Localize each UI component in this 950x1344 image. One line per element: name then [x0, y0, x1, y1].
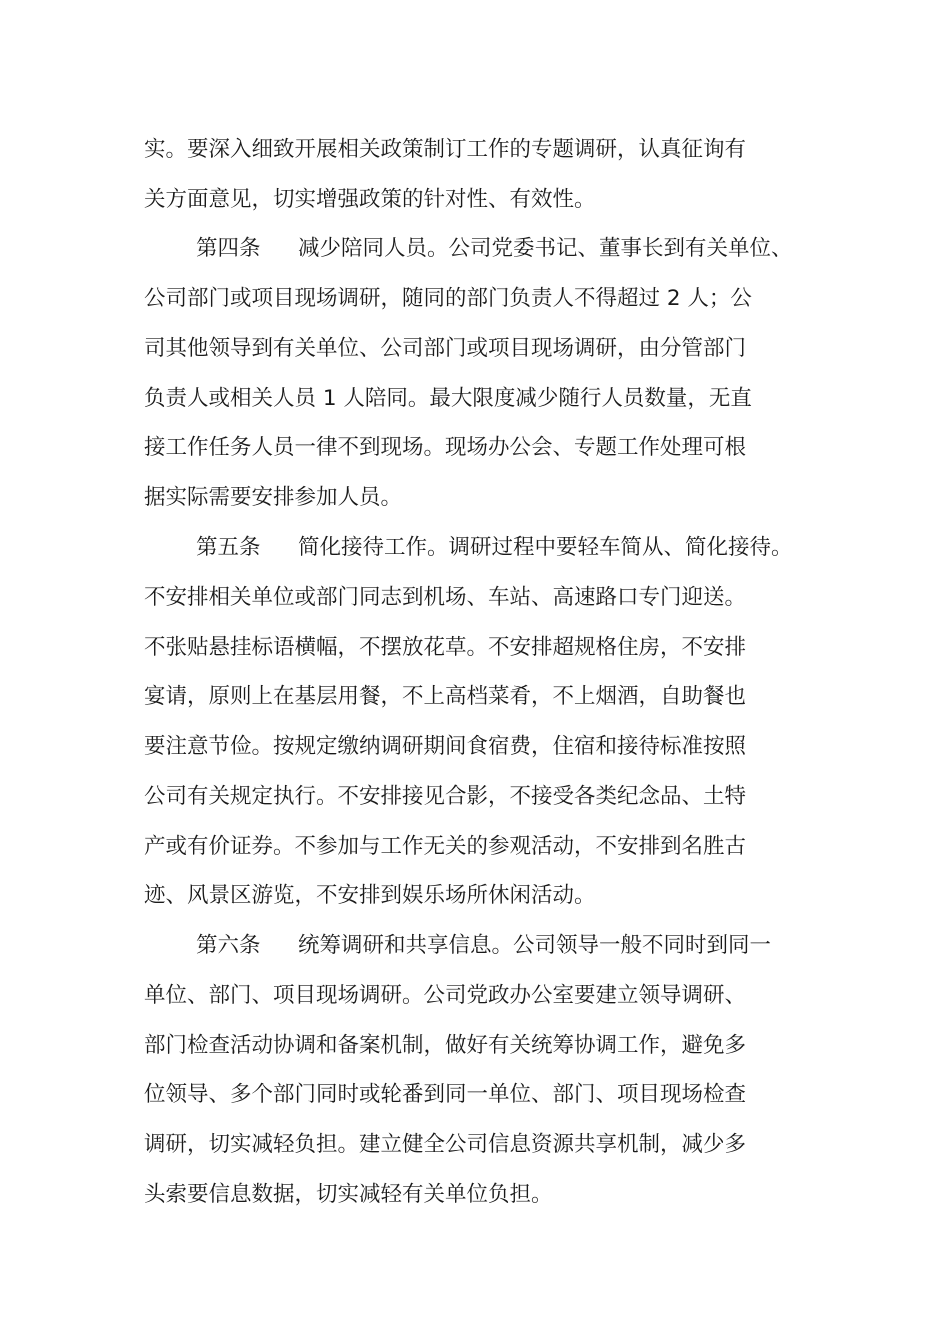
paragraph-line: 调研，切实减轻负担。建立健全公司信息资源共享机制，减少多 — [144, 1132, 747, 1157]
paragraph-line: 实。要深入细致开展相关政策制订工作的专题调研，认真征询有 — [144, 137, 747, 162]
article-4-label: 第四条 — [196, 236, 261, 261]
paragraph-line: 宴请，原则上在基层用餐，不上高档菜肴，不上烟酒，自助餐也 — [144, 684, 747, 709]
article-5-first-line: 简化接待工作。调研过程中要轻车简从、简化接待。 — [298, 535, 793, 560]
paragraph-line: 公司部门或项目现场调研，随同的部门负责人不得超过 2 人；公 — [144, 286, 752, 311]
article-6-first-line: 统筹调研和共享信息。公司领导一般不同时到同一 — [298, 933, 772, 958]
paragraph-line: 位领导、多个部门同时或轮番到同一单位、部门、项目现场检查 — [144, 1082, 747, 1107]
paragraph-line: 要注意节俭。按规定缴纳调研期间食宿费，住宿和接待标准按照 — [144, 734, 747, 759]
paragraph-line: 接工作任务人员一律不到现场。现场办公会、专题工作处理可根 — [144, 435, 747, 460]
paragraph-line: 头索要信息数据，切实减轻有关单位负担。 — [144, 1182, 553, 1207]
article-5-heading-line — [196, 530, 793, 566]
article-4-heading-line — [196, 231, 793, 267]
paragraph-line: 产或有价证券。不参加与工作无关的参观活动，不安排到名胜古 — [144, 834, 747, 859]
paragraph-line: 据实际需要安排参加人员。 — [144, 485, 403, 510]
article-6-label: 第六条 — [196, 933, 261, 958]
article-5-label: 第五条 — [196, 535, 261, 560]
paragraph-line: 公司有关规定执行。不安排接见合影，不接受各类纪念品、土特 — [144, 784, 747, 809]
paragraph-line: 部门检查活动协调和备案机制，做好有关统筹协调工作，避免多 — [144, 1033, 747, 1058]
paragraph-line: 不张贴悬挂标语横幅，不摆放花草。不安排超规格住房，不安排 — [144, 635, 747, 660]
paragraph-line: 关方面意见，切实增强政策的针对性、有效性。 — [144, 187, 596, 212]
paragraph-line: 负责人或相关人员 1 人陪同。最大限度减少随行人员数量，无直 — [144, 386, 752, 411]
paragraph-line: 不安排相关单位或部门同志到机场、车站、高速路口专门迎送。 — [144, 585, 747, 610]
article-4-first-line: 减少陪同人员。公司党委书记、董事长到有关单位、 — [298, 236, 793, 261]
paragraph-line: 司其他领导到有关单位、公司部门或项目现场调研，由分管部门 — [144, 336, 747, 361]
article-6-heading-line — [196, 928, 771, 964]
paragraph-line: 迹、风景区游览，不安排到娱乐场所休闲活动。 — [144, 883, 596, 908]
paragraph-line: 单位、部门、项目现场调研。公司党政办公室要建立领导调研、 — [144, 983, 747, 1008]
